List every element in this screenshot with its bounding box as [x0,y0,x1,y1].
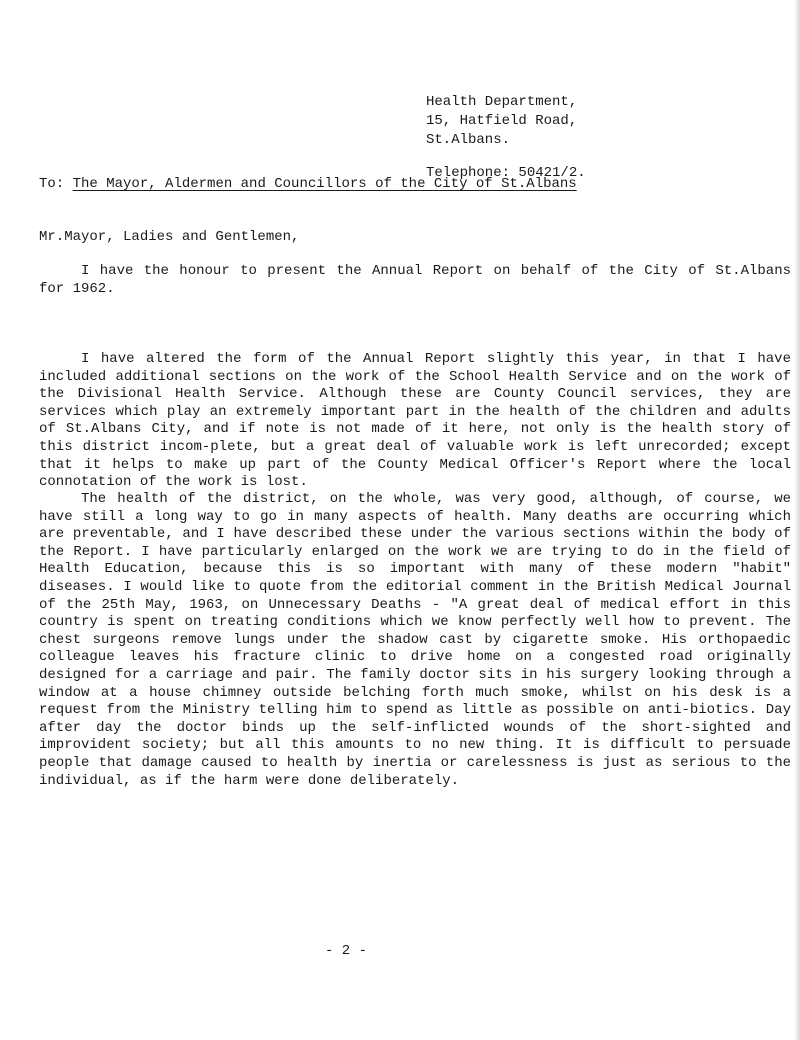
paragraph-district-health: The health of the district, on the whole, was very good, although, of course, we have still a long way to go in many aspects of health. Many deaths are occurring which are preventable, and I have described these under the various sections within the body of the Report. I have particularly enlarged on the work we are trying to do in the field of Health Education, because this is so important with many of these modern "habit" diseases. I would like to quote from the editorial comment in the British Medical Journal of the 25th May, 1963, on Unnecessary Deaths - "A great deal of medical effort in this country is spent on treating conditions which we know perfectly well how to prevent. The chest surgeons remove lungs under the shadow cast by cigarette smoke. His orthopaedic colleague leaves his fracture clinic to drive home on a congested road originally designed for a carriage and pair. The family doctor sits in his surgery looking through a window at a house chimney outside belching forth much smoke, whilst on his desk is a request from the Ministry telling him to spend as little as possible on anti-biotics. Day after day the doctor binds up the self-inflicted wounds of the short-sighted and improvident society; but all this amounts to no new thing. It is difficult to persuade people that damage caused to health by inertia or carelessness is just as serious to the individual, as if the harm were done deliberately. [39,491,791,789]
paragraph-introduction: I have the honour to present the Annual Report on behalf of the City of St.Albans for 1962. [39,263,791,297]
addressee-recipients: The Mayor, Aldermen and Councillors of the City of St.Albans [72,176,577,192]
street-address: 15, Hatfield Road, [426,113,578,129]
page-number: - 2 - [325,943,368,959]
letterhead-address [426,93,586,183]
department-name: Health Department, [426,94,578,110]
city-name: St.Albans. [426,132,511,148]
page-edge-shadow [794,0,800,1040]
salutation: Mr.Mayor, Ladies and Gentlemen, [39,229,300,245]
telephone-number: Telephone: 50421/2. [426,165,586,181]
addressee-prefix: To: [39,176,65,192]
paragraph-report-form: I have altered the form of the Annual Report slightly this year, in that I have included additional sections on the work of the School Health Service and on the work of the Divisional Health Service. Although these are County Council services, they are services which play an extremely important part in the health of the children and adults of St.Albans City, and if note is not made of it here, not only is the health story of this district incom-plete, but a great deal of valuable work is left unrecorded; except that it helps to make up part of the County Medical Officer's Report where the local connotation of the work is lost. [39,351,791,491]
addressee-line [39,175,577,194]
